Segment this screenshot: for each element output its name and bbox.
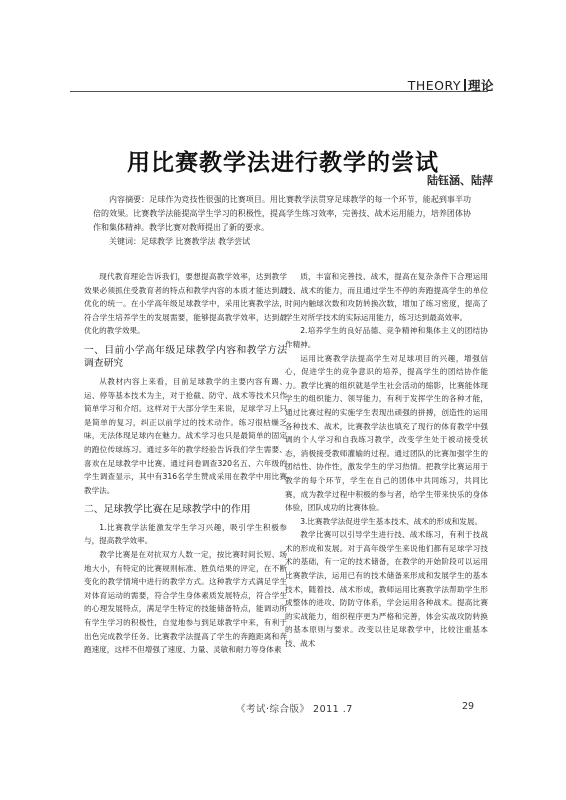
- body-paragraph: 运用比赛教学法提高学生对足球项目的兴趣，增强信心，促进学生的竞争意识的培养，提高学生的团结协作能力。教学比赛的组织就是学生社会活动的缩影，比赛能体现学生的组织能力、领导能力，有利于发挥学生的各种才能，通过比赛过程的实施学生表现出顽强的拼搏，创造性的运用各种技术、战术，比赛教学法也填充了现行的体育教学中强调的个人学习和自我练习教学，改变学生处于被动接受状态，消极接受教师灌输的过程。通过团队的比赛加强学生的团结性、协作性，激发学生的学习热情。把教学比赛运用于教学的每个环节，学生在自己的团体中共同练习，共同比赛，成为教学过程中积极的参与者，给学生带来快乐的身体体验，团队成功的比赛体验。: [285, 353, 488, 513]
- left-column: [84, 270, 287, 657]
- body-paragraph: 教学比赛可以引导学生进行技、战术练习，有利于技战术的形成和发展。对于高年级学生来说他们都有足球学习技术的基础，有一定的技术储备，在教学的开始阶段可以运用比赛教学法，运用已有的技术储备来形成和发展学生的基本技术，随着技、战术形成，教师运用比赛教学法帮助学生形成整体的进攻、防防守体系，学会运用各种战术。提高比赛的实战能力，组织程序更为严格和完善，体会实战攻防转换的基本原则与要求。改变以往足球教学中，比较注重基本技、战术: [285, 530, 488, 649]
- article-authors: 陆钰涵、陆萍: [427, 174, 493, 187]
- subheading-paragraph: 2.培养学生的良好品德、竞争精神和集体主义的团结协作精神。: [285, 326, 488, 349]
- right-column: [285, 270, 488, 651]
- body-paragraph: 现代教育理论告诉我们，要想提高教学效率，达到教学效果必须抓住受教育者的特点和教学内容的本质才能达到最优化的统一。在小学高年级足球教学中，采用比赛教学法，符合学生培养学生的发展需要，能够提高教学效率，达到最优化的教学效果。: [84, 272, 287, 336]
- body-paragraph: 教学比赛是在对抗双方人数一定，按比赛时间长短、场地大小，有特定的比赛规则标准、胜负结果的评定，在不断变化的教学情境中进行的教学方式。这种教学方式满足学生对体育运动的需要，符合学生身体素质发展特点，符合学生的心理发展特点，满足学生特定的技能储备特点，能调动所有学生学习的积极性，自觉地参与到足球教学中来，有利于出色完成教学任务。比赛教学法提高了学生的奔跑距离和奔跑速度，这样不但增强了速度、力量、灵敏和耐力等身体素: [84, 550, 287, 655]
- body-paragraph: 质，丰富和完善技、战术，提高在复杂条件下合理运用技、战术的能力，而且通过学生不停的奔跑提高学生的单位时间内触球次数和攻防转换次数，增加了练习密度，提高了学生对所学技术的实际运用能力，练习达到最高效率。: [285, 272, 488, 322]
- section-tag-divider: [464, 79, 466, 91]
- section-heading-2: 二、足球教学比赛在足球教学中的作用: [84, 504, 251, 516]
- article-title: 用比赛教学法进行教学的尝试: [127, 150, 439, 176]
- section-heading-1: 一、目前小学高年级足球教学内容和教学方法调查研究: [84, 344, 287, 370]
- article-abstract: 内容摘要：足球作为竞技性很强的比赛项目。用比赛教学法贯穿足球教学的每一个环节，能起到事半功倍的效果。比赛教学法能提高学生学习的积极性，提高学生练习效率，完善技、战术运用能力，培养团体协作和集体精神。教学比赛对教师提出了新的要求。: [93, 195, 471, 232]
- journal-citation: 《考试·综合版》 2011 .7: [236, 704, 353, 715]
- subheading-paragraph: 1.比赛教学法能激发学生学习兴趣，吸引学生积极参与，提高教学效率。: [84, 522, 287, 546]
- body-paragraph: 从教材内容上来看，目前足球教学的主要内容有踢、运、停等基本技术为主，对于抢截、防守、战术等技术只作简单学习和介绍。这样对于大部分学生来说，足球学习上只是简单的复习，纠正以前学过的技术动作。练习很枯燥乏味，无法体现足球内在魅力。战术学习也只是最简单的固定的跑位传球练习。通过多年的教学经验告诉我们学生需要、喜欢在足球教学中比赛。通过问卷调查320名五、六年级的学生调查显示，其中有316名学生赞成采用在教学中用比赛教学法。: [84, 376, 287, 495]
- section-tag-en: THEORY: [407, 78, 461, 93]
- section-tag: [408, 76, 494, 94]
- page-number: 29: [462, 701, 475, 712]
- article-keywords: 关键词：足球教学 比赛教学法 教学尝试: [109, 237, 251, 246]
- subheading-paragraph: 3.比赛教学法促进学生基本技术、战术的形成和发展。: [300, 516, 483, 526]
- section-tag-zh: 理论: [467, 78, 494, 93]
